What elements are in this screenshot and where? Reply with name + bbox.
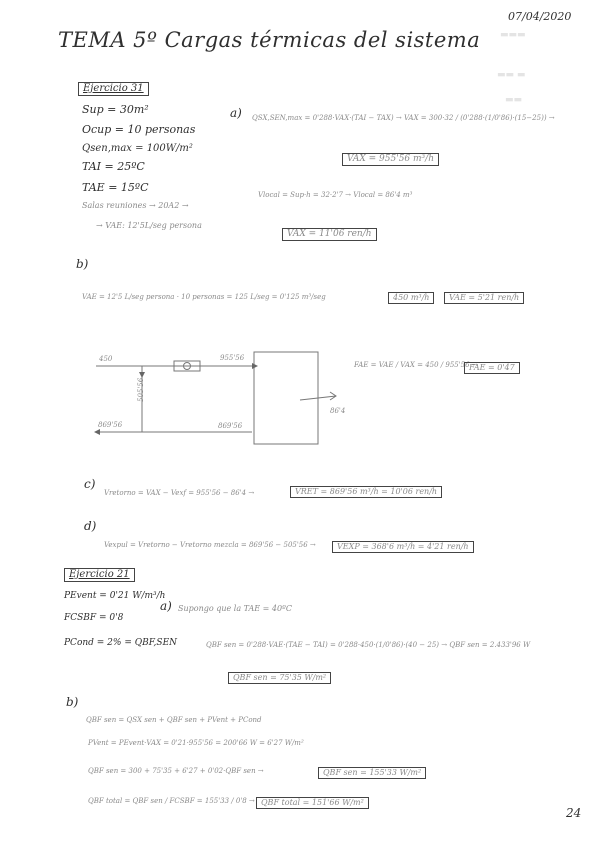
flow-label: 955'56	[220, 354, 245, 362]
note-line: Salas reuniones → 20A2 →	[82, 201, 189, 210]
flow-label: 869'56	[218, 422, 243, 430]
result-box: 450 m³/h	[388, 292, 434, 304]
fae-equation: FAE = VAE / VAX = 450 / 955'56 →	[354, 361, 478, 369]
part-letter: c)	[84, 477, 96, 491]
given-fcs: FCSBF = 0'8	[64, 613, 124, 623]
statement: Supongo que la TAE = 40ºC	[178, 604, 292, 613]
result-box: VAE = 5'21 ren/h	[444, 292, 524, 304]
result-box: QBF sen = 75'35 W/m²	[228, 672, 331, 684]
given-surface: Sup = 30m²	[82, 103, 149, 116]
equation: Vretorno = VAX − Vexf = 955'56 − 86'4 →	[104, 489, 255, 497]
equation: PVent = PEvent·VAX = 0'21·955'56 = 200'66 W = 6'27 W/m²	[88, 739, 304, 747]
result-box: VRET = 869'56 m³/h = 10'06 ren/h	[290, 486, 442, 498]
given-tai: TAI = 25ºC	[82, 160, 145, 173]
note-line: → VAE: 12'5L/seg persona	[96, 221, 202, 230]
part-letter: a)	[230, 106, 242, 120]
equation: QBF sen = 0'288·VAE·(TAE − TAI) = 0'288·450·(1/0'86)·(40 − 25) → QBF sen = 2.433'96 W	[206, 641, 531, 649]
given-occupancy: Ocup = 10 personas	[82, 123, 196, 136]
bleed-through-text: ▬▬ ▬	[497, 70, 526, 80]
result-box: FAE = 0'47	[464, 362, 520, 374]
exercise-label: Ejercicio 21	[64, 568, 135, 582]
bleed-through-text: ▬▬▬	[500, 30, 526, 40]
part-letter: b)	[66, 695, 79, 709]
result-box: VAX = 955'56 m³/h	[342, 153, 439, 166]
equation: QBF total = QBF sen / FCSBF = 155'33 / 0'8 →	[88, 797, 255, 805]
equation: QSX,SEN,max = 0'288·VAX·(TAI − TAX) → VAX = 300·32 / (0'288·(1/0'86)·(15−25)) →	[252, 114, 555, 122]
equation: Vexpul = Vretorno − Vretorno mezcla = 869'56 − 505'56 →	[104, 541, 316, 549]
result-box: VAX = 11'06 ren/h	[282, 228, 377, 241]
page-date: 07/04/2020	[508, 10, 572, 23]
flow-label: 869'56	[98, 421, 123, 429]
equation: Vlocal = Sup·h = 32·2'7 → Vlocal = 86'4 m³	[258, 191, 413, 199]
equation: QBF sen = 300 + 75'35 + 6'27 + 0'02·QBF sen →	[88, 767, 264, 775]
equation: VAE = 12'5 L/seg persona · 10 personas = 125 L/seg = 0'125 m³/seg	[82, 293, 326, 301]
part-letter: b)	[76, 257, 89, 271]
equation: QBF sen = QSX sen + QBF sen + PVent + PCond	[86, 716, 262, 724]
given-heat-load: Qsen,max = 100W/m²	[82, 143, 193, 154]
given-tae: TAE = 15ºC	[82, 181, 149, 194]
part-letter: d)	[84, 519, 97, 533]
page-number: 24	[566, 806, 582, 820]
flow-label: 450	[99, 355, 113, 363]
given-pcond: PCond = 2% = QBF,SEN	[64, 638, 178, 648]
exercise-label: Ejercicio 31	[78, 82, 149, 96]
part-letter: a)	[160, 599, 172, 613]
result-box: VEXP = 368'6 m³/h = 4'21 ren/h	[332, 541, 474, 553]
result-box: QBF total = 151'66 W/m²	[256, 797, 369, 809]
page-title: TEMA 5º Cargas térmicas del sistema	[58, 28, 481, 52]
given-fan-power: PEvent = 0'21 W/m³/h	[64, 591, 166, 601]
flow-label: 86'4	[330, 407, 346, 415]
bleed-through-text: ▬▬	[505, 95, 523, 105]
flow-label: 505'56	[137, 377, 145, 402]
result-box: QBF sen = 155'33 W/m²	[318, 767, 426, 779]
